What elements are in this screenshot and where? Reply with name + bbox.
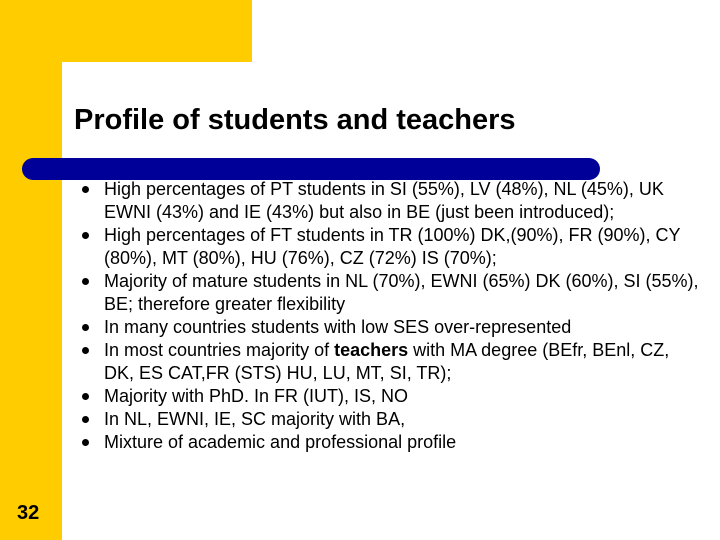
bullet-item: [84, 408, 704, 431]
bullet-item: [84, 224, 704, 270]
bullet-text: [104, 340, 669, 383]
bullet-dot-icon: [82, 324, 89, 331]
bullet-text-part: In most countries majority of: [104, 340, 335, 360]
bullet-item: [84, 431, 704, 454]
bullet-dot-icon: [82, 416, 89, 423]
bullet-text: High percentages of PT students in SI (55%), LV (48%), NL (45%), UK EWNI (43%) and IE (43%) but also in BE (just been introduced);: [104, 179, 664, 222]
bullet-text: In NL, EWNI, IE, SC majority with BA,: [104, 409, 406, 429]
bullet-item: [84, 339, 704, 385]
slide-title: Profile of students and teachers: [74, 104, 516, 136]
bullet-dot-icon: [82, 186, 89, 193]
bullet-item: [84, 385, 704, 408]
title-underline-bar: [22, 158, 600, 180]
bullet-text: Majority with PhD. In FR (IUT), IS, NO: [104, 386, 409, 406]
bullet-item: [84, 316, 704, 339]
bullet-item: [84, 178, 704, 224]
slide-number: 32: [17, 502, 40, 524]
yellow-left-strip: [0, 0, 62, 540]
bullet-text-part: with MA degree (BEfr, BEnl, CZ, DK, ES CAT,FR (STS) HU, LU, MT, SI, TR);: [104, 340, 670, 383]
bullet-dot-icon: [82, 393, 89, 400]
rounded-corner: [62, 62, 98, 98]
bullet-text: Majority of mature students in NL (70%), EWNI (65%) DK (60%), SI (55%), BE; therefore greater flexibility: [104, 271, 699, 314]
bullet-dot-icon: [82, 347, 89, 354]
bullet-text-emphasis: teachers: [334, 340, 409, 360]
bullet-text: Mixture of academic and professional profile: [104, 432, 457, 452]
bullet-list: [84, 178, 704, 454]
bullet-text: High percentages of FT students in TR (100%) DK,(90%), FR (90%), CY (80%), MT (80%), HU (76%), CZ (72%) IS (70%);: [104, 225, 681, 268]
bullet-item: [84, 270, 704, 316]
bullet-dot-icon: [82, 439, 89, 446]
bullet-dot-icon: [82, 278, 89, 285]
bullet-text: In many countries students with low SES over-represented: [104, 317, 572, 337]
bullet-dot-icon: [82, 232, 89, 239]
